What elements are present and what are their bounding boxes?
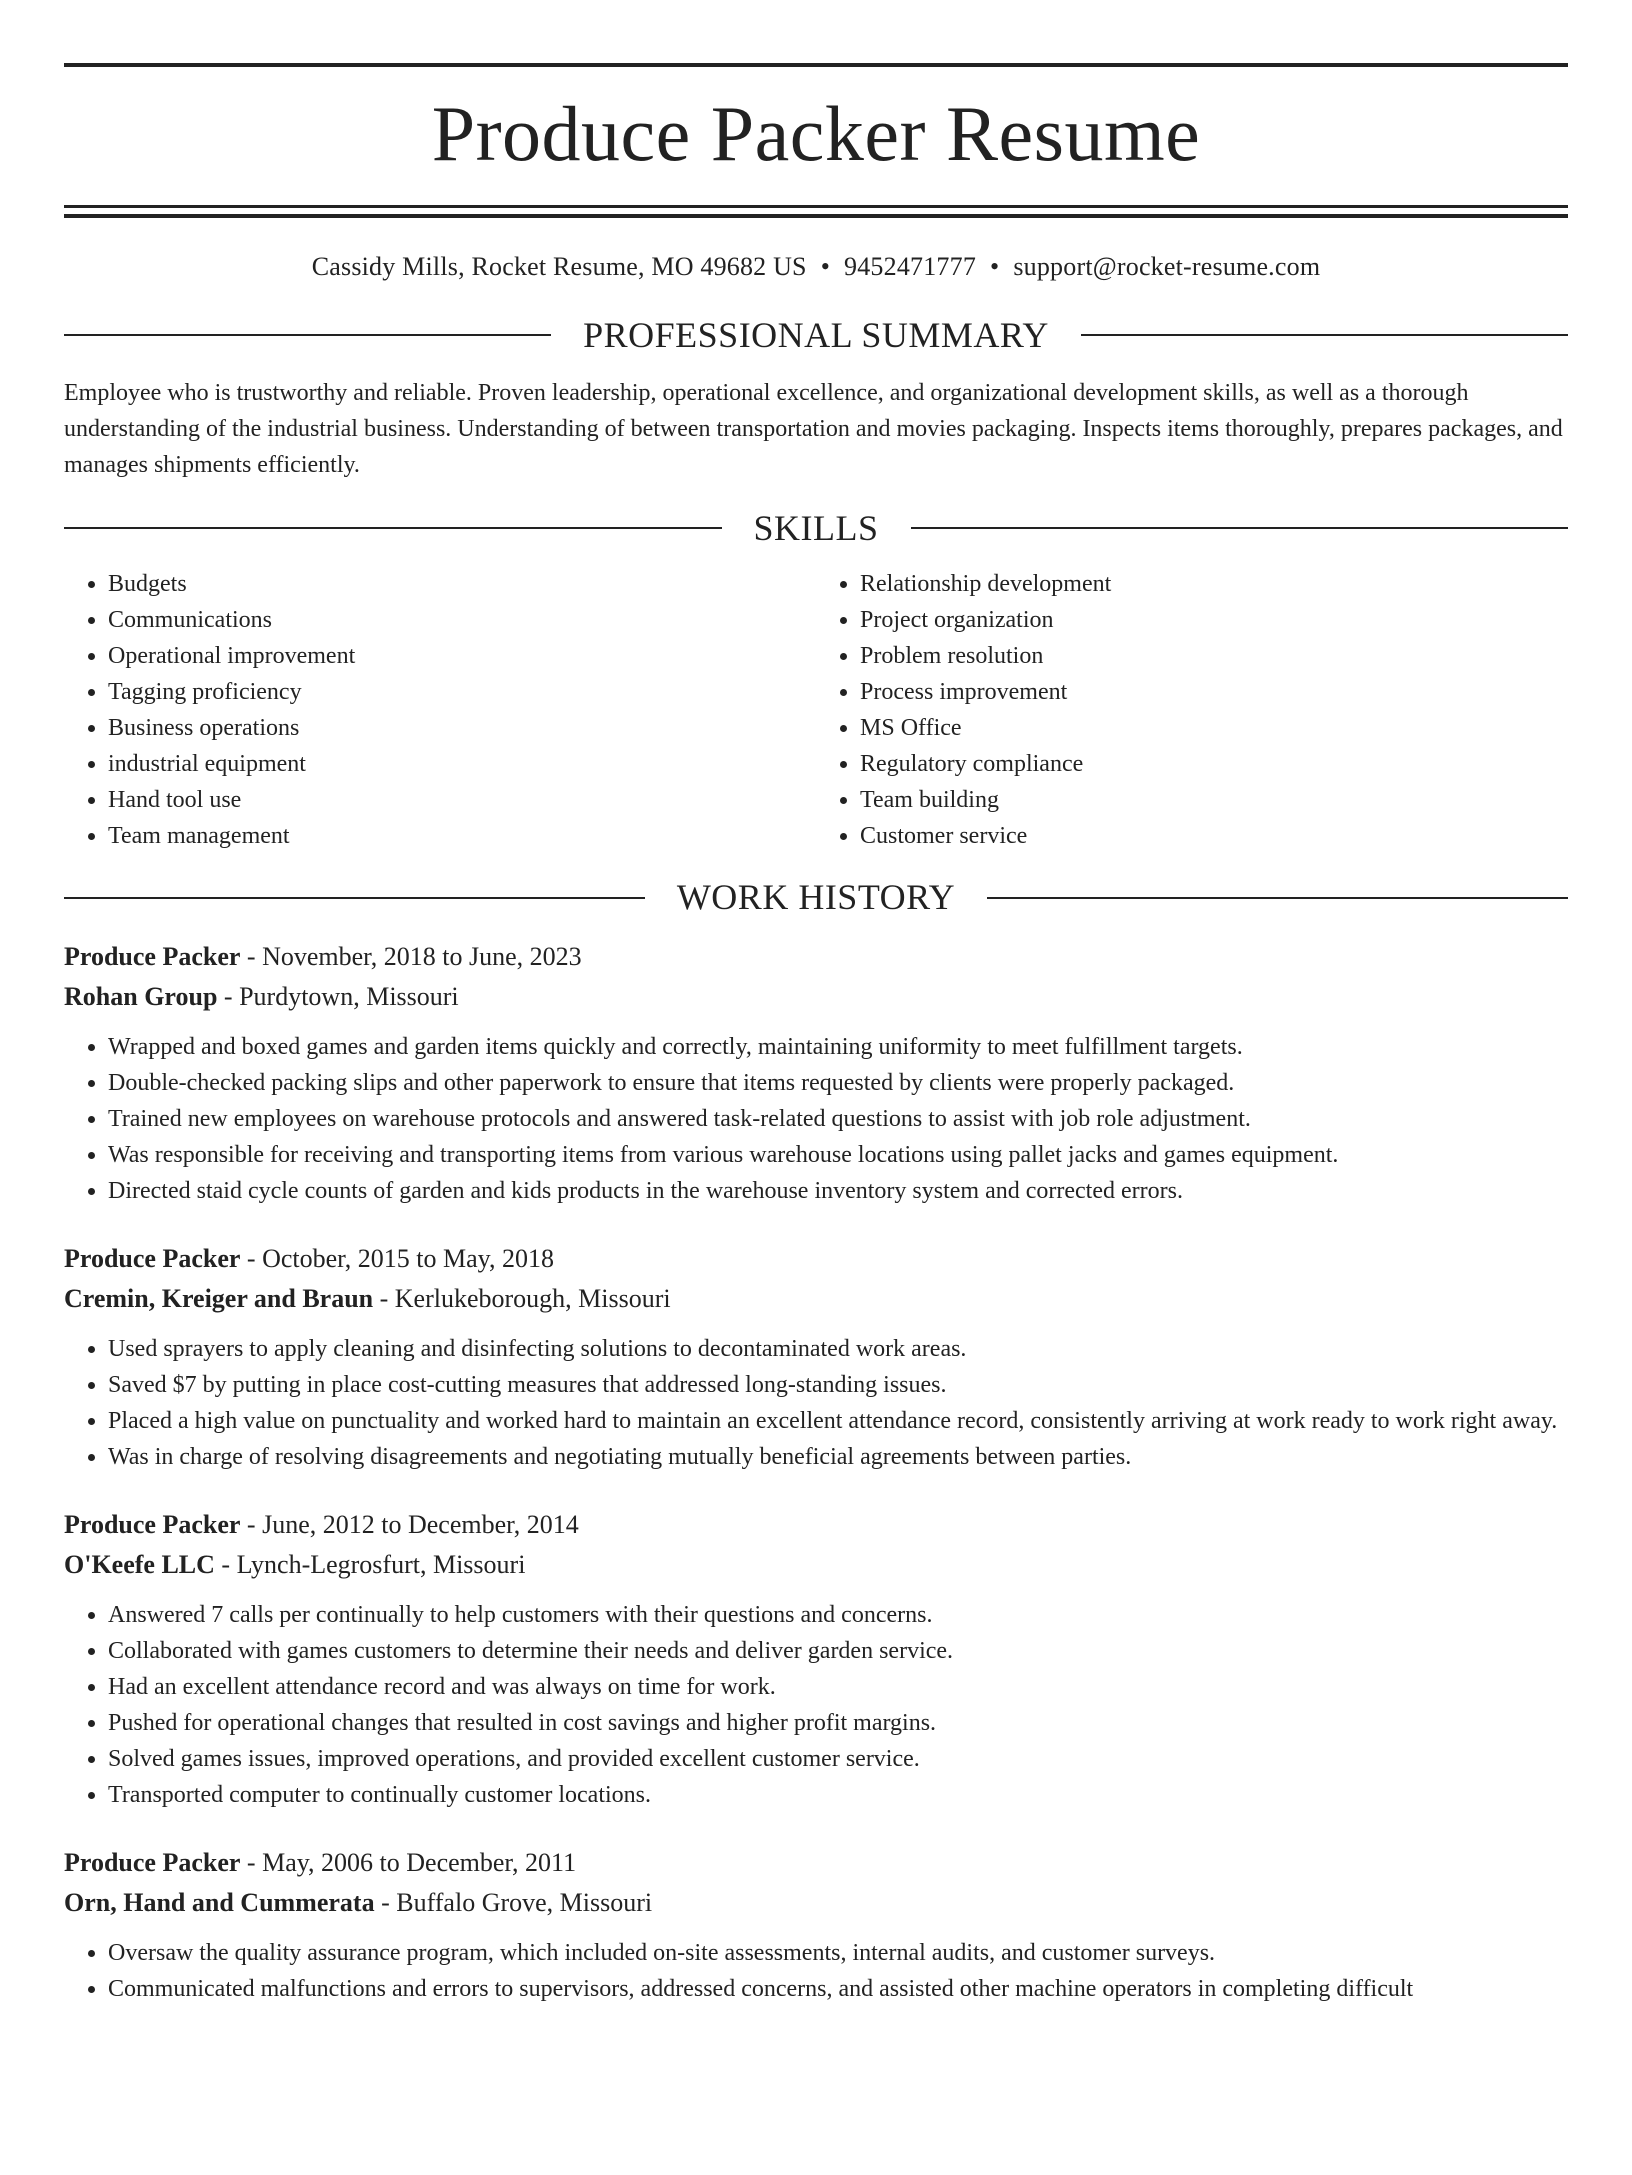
job-company-line [64, 977, 1568, 1017]
job-company-line [64, 1545, 1568, 1585]
skill-item: • Operational improvement [108, 638, 816, 674]
job-dates: - May, 2006 to December, 2011 [240, 1848, 577, 1878]
job-title-line [64, 1843, 1568, 1883]
job-entry [64, 1843, 1568, 2007]
skill-item: • Tagging proficiency [108, 674, 816, 710]
job-entry [64, 1239, 1568, 1475]
contact-email: support@rocket-resume.com [1013, 251, 1321, 281]
contact-line [64, 250, 1568, 284]
job-bullet: • Was in charge of resolving disagreements and negotiating mutually beneficial agreements between parties. [108, 1439, 1568, 1475]
skill-item: • Regulatory compliance [860, 746, 1568, 782]
job-title: Produce Packer [64, 942, 241, 972]
skill-item: • Customer service [860, 818, 1568, 854]
contact-phone: 9452471777 [844, 251, 977, 281]
job-bullet: • Transported computer to continually customer locations. [108, 1777, 1568, 1813]
skill-item: • Relationship development [860, 566, 1568, 602]
job-dates: - November, 2018 to June, 2023 [240, 942, 582, 972]
summary-text: Employee who is trustworthy and reliable. Proven leadership, operational excellence, and organizational development skills, as well as a thorough understanding of the industrial business. Understanding of between transportation and movies packaging. Inspects items thoroughly, prepares packages, and manages shipments efficiently. [64, 379, 1563, 478]
contact-separator: • [990, 251, 1000, 281]
job-company: Rohan Group [64, 982, 218, 1012]
section-title: SKILLS [753, 507, 879, 548]
job-bullet: • Answered 7 calls per continually to help customers with their questions and concerns. [108, 1597, 1568, 1633]
skill-item: • Team building [860, 782, 1568, 818]
job-title: Produce Packer [64, 1848, 241, 1878]
section-title: WORK HISTORY [676, 876, 956, 917]
skill-item: • Business operations [108, 710, 816, 746]
skills-list [64, 566, 1568, 854]
skill-item: • Hand tool use [108, 782, 816, 818]
top-rule [64, 63, 1568, 67]
job-bullet: • Used sprayers to apply cleaning and disinfecting solutions to decontaminated work areas. [108, 1331, 1568, 1367]
summary-heading [64, 314, 1568, 357]
job-bullet: • Oversaw the quality assurance program, which included on-site assessments, internal audits, and customer surveys. [108, 1935, 1568, 1971]
job-bullet: • Trained new employees on warehouse protocols and answered task-related questions to assist with job role adjustment. [108, 1101, 1568, 1137]
skill-item: • Communications [108, 602, 816, 638]
skill-item: • Team management [108, 818, 816, 854]
job-dates: - October, 2015 to May, 2018 [240, 1244, 554, 1274]
heading-rule-right [1081, 334, 1568, 336]
job-bullet: • Wrapped and boxed games and garden items quickly and correctly, maintaining uniformity to meet fulfillment targets. [108, 1029, 1568, 1065]
job-bullets [64, 1029, 1568, 1209]
work-heading [64, 876, 1568, 919]
contact-separator: • [820, 251, 831, 281]
job-bullet: • Placed a high value on punctuality and worked hard to maintain an excellent attendance record, consistently arriving at work ready to work right away. [108, 1403, 1568, 1439]
skills-column-right [816, 566, 1568, 854]
skill-item: • Problem resolution [860, 638, 1568, 674]
heading-rule-left [64, 527, 722, 529]
job-entry [64, 1505, 1568, 1813]
job-bullets [64, 1597, 1568, 1813]
job-location: - Purdytown, Missouri [217, 982, 459, 1012]
job-title-line [64, 1505, 1568, 1545]
job-dates: - June, 2012 to December, 2014 [240, 1510, 579, 1540]
job-company: O'Keefe LLC [64, 1550, 215, 1580]
job-bullet: • Directed staid cycle counts of garden and kids products in the warehouse inventory system and corrected errors. [108, 1173, 1568, 1209]
job-bullet: • Collaborated with games customers to determine their needs and deliver garden service. [108, 1633, 1568, 1669]
job-company-line [64, 1883, 1568, 1923]
contact-address: Cassidy Mills, Rocket Resume, MO 49682 US [311, 251, 807, 281]
job-bullet: • Was responsible for receiving and transporting items from various warehouse locations using pallet jacks and games equipment. [108, 1137, 1568, 1173]
job-bullet: • Had an excellent attendance record and was always on time for work. [108, 1669, 1568, 1705]
job-company: Orn, Hand and Cummerata [64, 1888, 375, 1918]
job-title: Produce Packer [64, 1244, 241, 1274]
job-bullet: • Solved games issues, improved operations, and provided excellent customer service. [108, 1741, 1568, 1777]
job-location: - Lynch-Legrosfurt, Missouri [214, 1550, 526, 1580]
job-location: - Buffalo Grove, Missouri [374, 1888, 653, 1918]
job-location: - Kerlukeborough, Missouri [373, 1284, 671, 1314]
job-entry [64, 937, 1568, 1209]
job-company: Cremin, Kreiger and Braun [64, 1284, 374, 1314]
skill-item: • industrial equipment [108, 746, 816, 782]
skill-item: • Budgets [108, 566, 816, 602]
job-bullets [64, 1331, 1568, 1475]
job-title: Produce Packer [64, 1510, 241, 1540]
page-title: Produce Packer Resume [431, 90, 1201, 177]
resume-page [0, 63, 1632, 2175]
job-bullet: • Double-checked packing slips and other paperwork to ensure that items requested by clients were properly packaged. [108, 1065, 1568, 1101]
heading-rule-right [911, 527, 1569, 529]
skills-heading [64, 507, 1568, 550]
job-bullets [64, 1935, 1568, 2007]
work-history [64, 937, 1568, 2007]
skill-item: • Process improvement [860, 674, 1568, 710]
job-bullet: • Communicated malfunctions and errors to supervisors, addressed concerns, and assisted other machine operators in completing difficult [108, 1971, 1568, 2007]
job-company-line [64, 1279, 1568, 1319]
heading-rule-left [64, 334, 551, 336]
heading-rule-left [64, 897, 645, 899]
heading-rule-right [987, 897, 1568, 899]
skill-item: • MS Office [860, 710, 1568, 746]
title-rule-lower [64, 214, 1568, 218]
job-bullet: • Saved $7 by putting in place cost-cutting measures that addressed long-standing issues. [108, 1367, 1568, 1403]
skill-item: • Project organization [860, 602, 1568, 638]
job-title-line [64, 937, 1568, 977]
job-title-line [64, 1239, 1568, 1279]
job-bullet: • Pushed for operational changes that resulted in cost savings and higher profit margins. [108, 1705, 1568, 1741]
title-rule-upper [64, 205, 1568, 208]
section-title: PROFESSIONAL SUMMARY [583, 314, 1049, 355]
skills-column-left [64, 566, 816, 854]
